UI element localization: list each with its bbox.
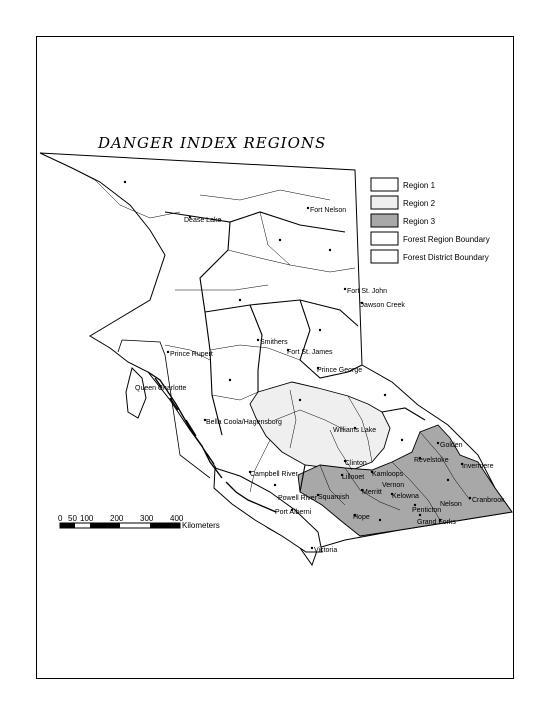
place-label: Fort St. John (347, 288, 388, 295)
scale-tick-label: 300 (140, 514, 154, 523)
place-label: Dease Lake (184, 217, 222, 224)
scale-unit: Kilometers (182, 521, 220, 530)
place-label: Penticton (412, 507, 442, 514)
scale-tick-label: 200 (110, 514, 124, 523)
place-label: Vernon (382, 482, 405, 489)
place-label: Golden (440, 442, 463, 449)
scale-tick-label: 400 (170, 514, 184, 523)
place-label: Smithers (260, 339, 288, 346)
place-label: Revelstoke (414, 457, 449, 464)
place-label: Bella Coola/Hagensborg (206, 419, 282, 426)
place-label: Lillooet (342, 474, 365, 481)
place-label: Cranbrook (472, 497, 505, 504)
legend-swatch-region-2 (371, 196, 398, 209)
place-label: Powell River (278, 495, 317, 502)
legend (371, 178, 490, 263)
map-title: DANGER INDEX REGIONS (98, 134, 327, 152)
place-label: Fort St. James (287, 349, 333, 356)
place-label: Merritt (362, 489, 382, 496)
place-label: Port Alberni (275, 509, 312, 516)
place-label: Grand Forks (417, 519, 456, 526)
place-label: Prince George (317, 367, 363, 374)
place-label: Fort Nelson (310, 207, 347, 214)
legend-swatch-region-1 (371, 178, 398, 191)
scale-tick-label: 0 (58, 514, 63, 523)
legend-label: Region 2 (403, 199, 436, 208)
scale-tick-label: 100 (80, 514, 94, 523)
place-label: Williams Lake (333, 427, 377, 434)
place-label: Squamish (318, 494, 350, 501)
place-label: Campbell River (250, 471, 298, 478)
legend-label: Forest District Boundary (403, 253, 489, 262)
place-label: Queen Charlotte (135, 385, 187, 392)
queen-charlotte-islands (126, 368, 146, 418)
place-label: Dawson Creek (359, 302, 405, 309)
place-label: Hope (353, 514, 370, 521)
legend-swatch-forest-district (371, 250, 398, 263)
place-label: Clinton (345, 460, 367, 467)
scale-bar (58, 514, 220, 530)
legend-label: Region 3 (403, 217, 436, 226)
scale-tick-label: 50 (68, 514, 77, 523)
legend-label: Region 1 (403, 181, 436, 190)
place-label: Nelson (440, 501, 462, 508)
place-label: Invermere (462, 463, 494, 470)
legend-swatch-region-3 (371, 214, 398, 227)
place-label: Kelowna (392, 493, 419, 500)
legend-swatch-forest-region (371, 232, 398, 245)
legend-label: Forest Region Boundary (403, 235, 490, 244)
place-label: Victoria (314, 547, 338, 554)
place-label: Prince Rupert (170, 351, 213, 358)
place-label: Kamloops (372, 471, 404, 478)
